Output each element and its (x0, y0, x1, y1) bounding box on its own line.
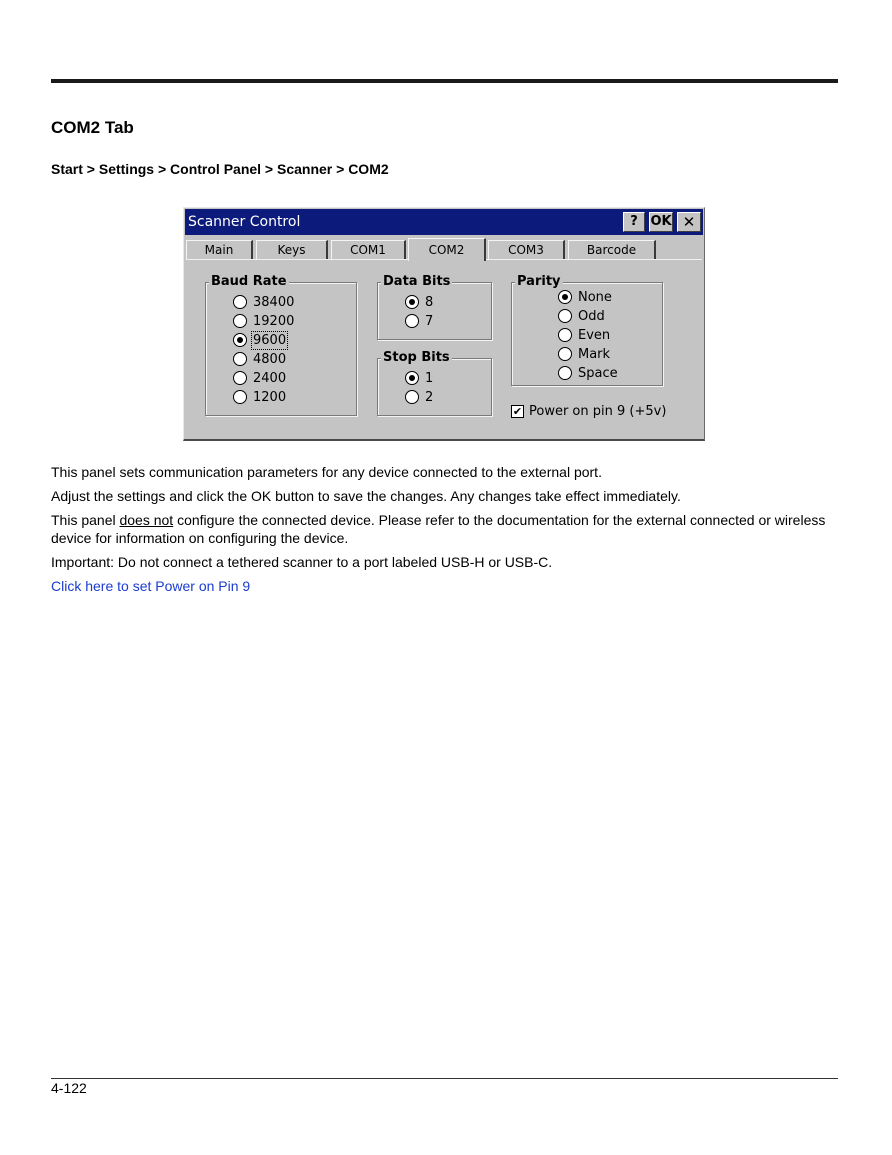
paragraph-3-start: This panel (51, 512, 120, 528)
radio-icon[interactable] (558, 347, 572, 361)
paragraph-3-line2: device for information on configuring the device. (51, 530, 349, 546)
stop-bits-option-2[interactable] (405, 388, 433, 406)
baud-rate-group (205, 274, 357, 416)
stop-bits-group (377, 350, 492, 416)
parity-option-label: None (578, 289, 612, 305)
baud-option-1200[interactable] (233, 388, 286, 406)
stop-bits-option-1[interactable] (405, 369, 433, 387)
checkmark-icon[interactable]: ✔ (512, 404, 523, 418)
stop-bits-option-label: 2 (425, 389, 434, 405)
parity-option-label: Mark (578, 346, 611, 362)
radio-selected-icon[interactable] (233, 333, 247, 347)
top-rule (51, 79, 838, 83)
data-bits-option-label: 8 (425, 294, 434, 310)
parity-option-none[interactable] (558, 288, 612, 306)
paragraph-1: This panel sets communication parameters for any device connected to the external port. (51, 464, 602, 480)
tab-barcode[interactable]: Barcode (568, 240, 656, 259)
data-bits-option-7[interactable] (405, 312, 433, 330)
baud-option-label: 19200 (253, 313, 295, 329)
data-bits-option-label: 7 (425, 313, 434, 329)
paragraph-2: Adjust the settings and click the OK button to save the changes. Any changes take effect immediately. (51, 488, 681, 504)
tab-com2[interactable]: COM2 (408, 238, 486, 261)
stop-bits-label: Stop Bits (383, 350, 450, 365)
baud-option-4800[interactable] (233, 350, 286, 368)
help-button[interactable]: ? (623, 212, 645, 232)
scanner-control-dialog (183, 207, 705, 441)
paragraph-3 (51, 511, 841, 547)
ok-button[interactable]: OK (649, 212, 673, 232)
close-button[interactable]: ✕ (677, 212, 701, 232)
paragraph-4: Important: Do not connect a tethered scanner to a port labeled USB-H or USB-C. (51, 554, 553, 570)
radio-icon[interactable] (233, 371, 247, 385)
radio-icon[interactable] (558, 309, 572, 323)
radio-icon[interactable] (558, 366, 572, 380)
tab-com3[interactable]: COM3 (488, 240, 565, 259)
dialog-titlebar (185, 209, 703, 235)
power-pin9-label: Power on pin 9 (+5v) (529, 403, 667, 419)
power-pin9-checkbox[interactable] (511, 402, 666, 420)
dialog-title: Scanner Control (188, 214, 301, 230)
stop-bits-option-label: 1 (425, 370, 434, 386)
tab-strip (186, 238, 702, 262)
baud-option-label: 38400 (253, 294, 295, 310)
baud-option-label: 4800 (253, 351, 287, 367)
bottom-rule (51, 1078, 838, 1079)
parity-option-even[interactable] (558, 326, 610, 344)
tab-com1[interactable]: COM1 (331, 240, 406, 259)
baud-option-2400[interactable] (233, 369, 286, 387)
baud-option-label: 2400 (253, 370, 287, 386)
radio-selected-icon[interactable] (405, 371, 419, 385)
baud-option-19200[interactable] (233, 312, 294, 330)
baud-rate-label: Baud Rate (211, 274, 287, 289)
parity-option-space[interactable] (558, 364, 618, 382)
navigation-path: Start > Settings > Control Panel > Scanner > COM2 (51, 161, 389, 177)
parity-option-odd[interactable] (558, 307, 605, 325)
radio-icon[interactable] (405, 314, 419, 328)
radio-icon[interactable] (233, 390, 247, 404)
data-bits-label: Data Bits (383, 274, 451, 289)
radio-icon[interactable] (405, 390, 419, 404)
baud-option-label: 1200 (253, 389, 287, 405)
parity-option-label: Space (578, 365, 618, 381)
radio-icon[interactable] (233, 352, 247, 366)
radio-selected-icon[interactable] (558, 290, 572, 304)
tab-main[interactable]: Main (186, 240, 253, 259)
data-bits-option-8[interactable] (405, 293, 433, 311)
radio-selected-icon[interactable] (405, 295, 419, 309)
parity-group (511, 274, 663, 386)
baud-option-9600[interactable] (233, 331, 286, 349)
page-number: 4-122 (51, 1080, 87, 1096)
parity-label: Parity (517, 274, 561, 289)
radio-icon[interactable] (233, 314, 247, 328)
radio-icon[interactable] (233, 295, 247, 309)
baud-option-label: 9600 (253, 332, 287, 348)
radio-icon[interactable] (558, 328, 572, 342)
parity-option-label: Odd (578, 308, 605, 324)
tab-keys[interactable]: Keys (256, 240, 328, 259)
parity-option-label: Even (578, 327, 611, 343)
power-pin9-link[interactable]: Click here to set Power on Pin 9 (51, 578, 251, 594)
paragraph-3-rest: configure the connected device. Please refer to the documentation for the external connected or wireless (173, 512, 826, 528)
paragraph-3-emphasis: does not (119, 512, 174, 528)
baud-option-38400[interactable] (233, 293, 294, 311)
parity-option-mark[interactable] (558, 345, 610, 363)
section-title: COM2 Tab (51, 118, 134, 137)
data-bits-group (377, 274, 492, 340)
